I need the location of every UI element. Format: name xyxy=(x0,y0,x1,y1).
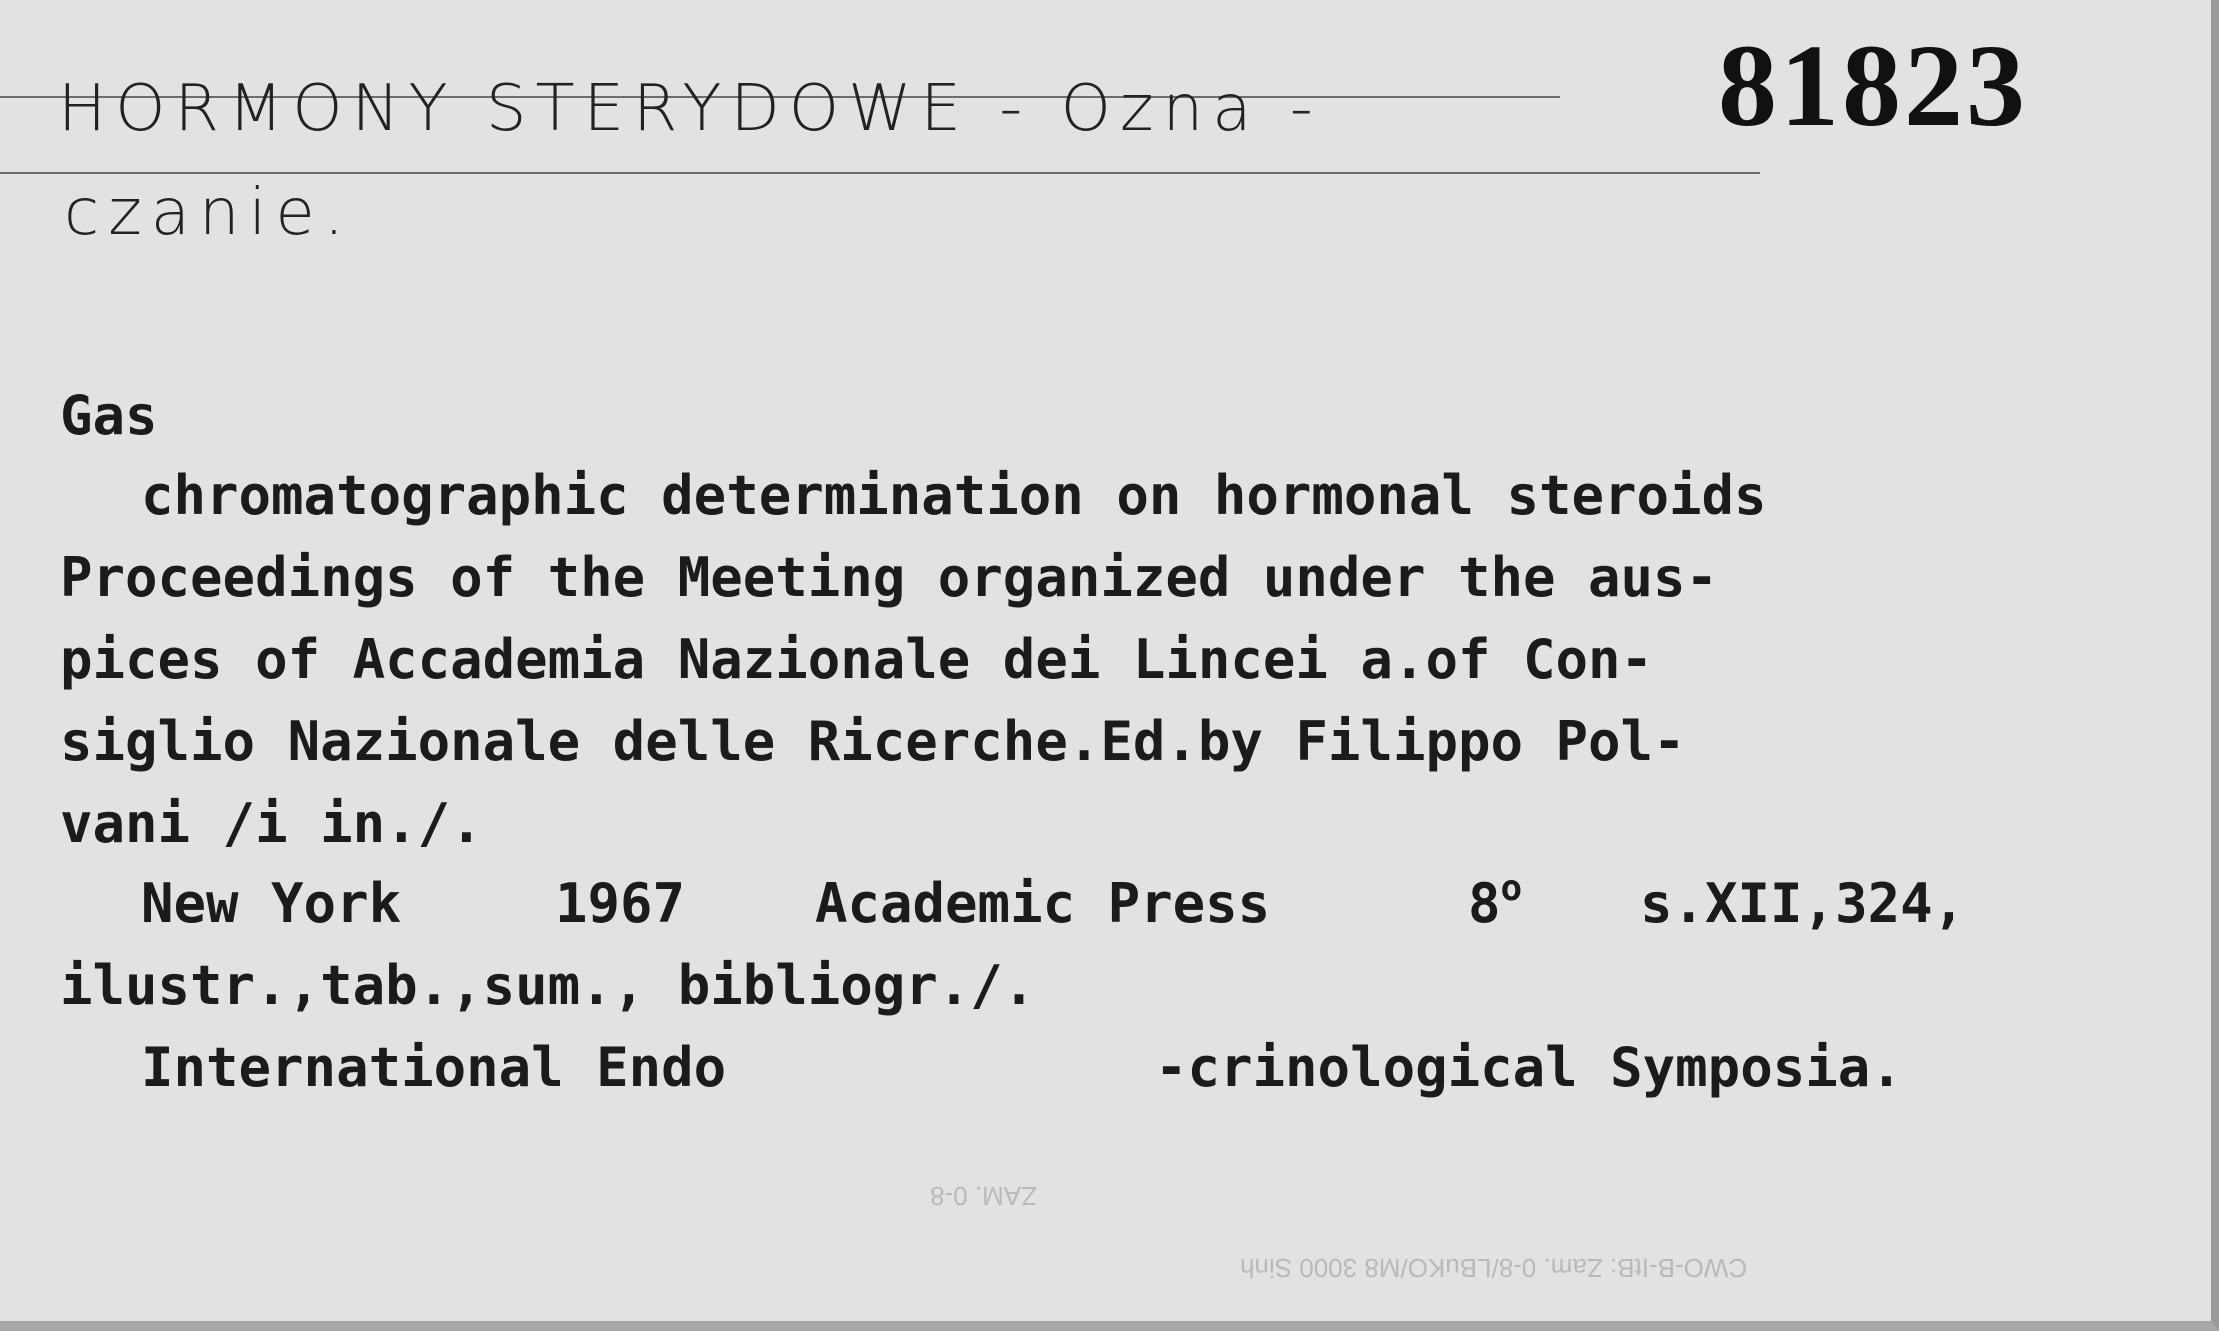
imprint-format-superscript: o xyxy=(1500,868,1523,909)
imprint-place: New York xyxy=(141,872,402,935)
entry-line-5: siglio Nazionale delle Ricerche.Ed.by Filippo Pol- xyxy=(60,710,1686,773)
entry-line-1: Gas xyxy=(60,384,158,447)
heading-rule-bottom xyxy=(0,172,1760,174)
card-number: 81823 xyxy=(1718,20,2028,151)
subject-heading-line2: czanie. xyxy=(64,176,354,250)
entry-line-6: vani /i in./. xyxy=(60,792,483,855)
imprint-publisher: Academic Press xyxy=(815,872,1271,935)
imprint-pages: s.XII,324, xyxy=(1640,872,1966,935)
subject-heading-line1: HORMONY STERYDOWE - Ozna - xyxy=(58,72,1322,146)
imprint-format xyxy=(1468,868,1523,935)
entry-line-4: pices of Accademia Nazionale dei Lincei a.of Con- xyxy=(60,628,1654,691)
entry-line-3: Proceedings of the Meeting organized under the aus- xyxy=(60,546,1719,609)
entry-line-2: chromatographic determination on hormonal steroids xyxy=(141,464,1767,527)
faint-stamp-1: CWO-B-ItB: Zam. 0-8/LBuKO/M8 3000 Sinh xyxy=(1240,1253,1748,1283)
imprint-year: 1967 xyxy=(555,872,686,935)
imprint-format-number: 8 xyxy=(1468,872,1501,935)
series-part2: -crinological Symposia. xyxy=(1155,1036,1903,1099)
faint-stamp-2: ZAM. 0-8 xyxy=(930,1181,1037,1211)
physical-description: ilustr.,tab.,sum., bibliogr./. xyxy=(60,954,1036,1017)
series-part1: International Endo xyxy=(141,1036,727,1099)
